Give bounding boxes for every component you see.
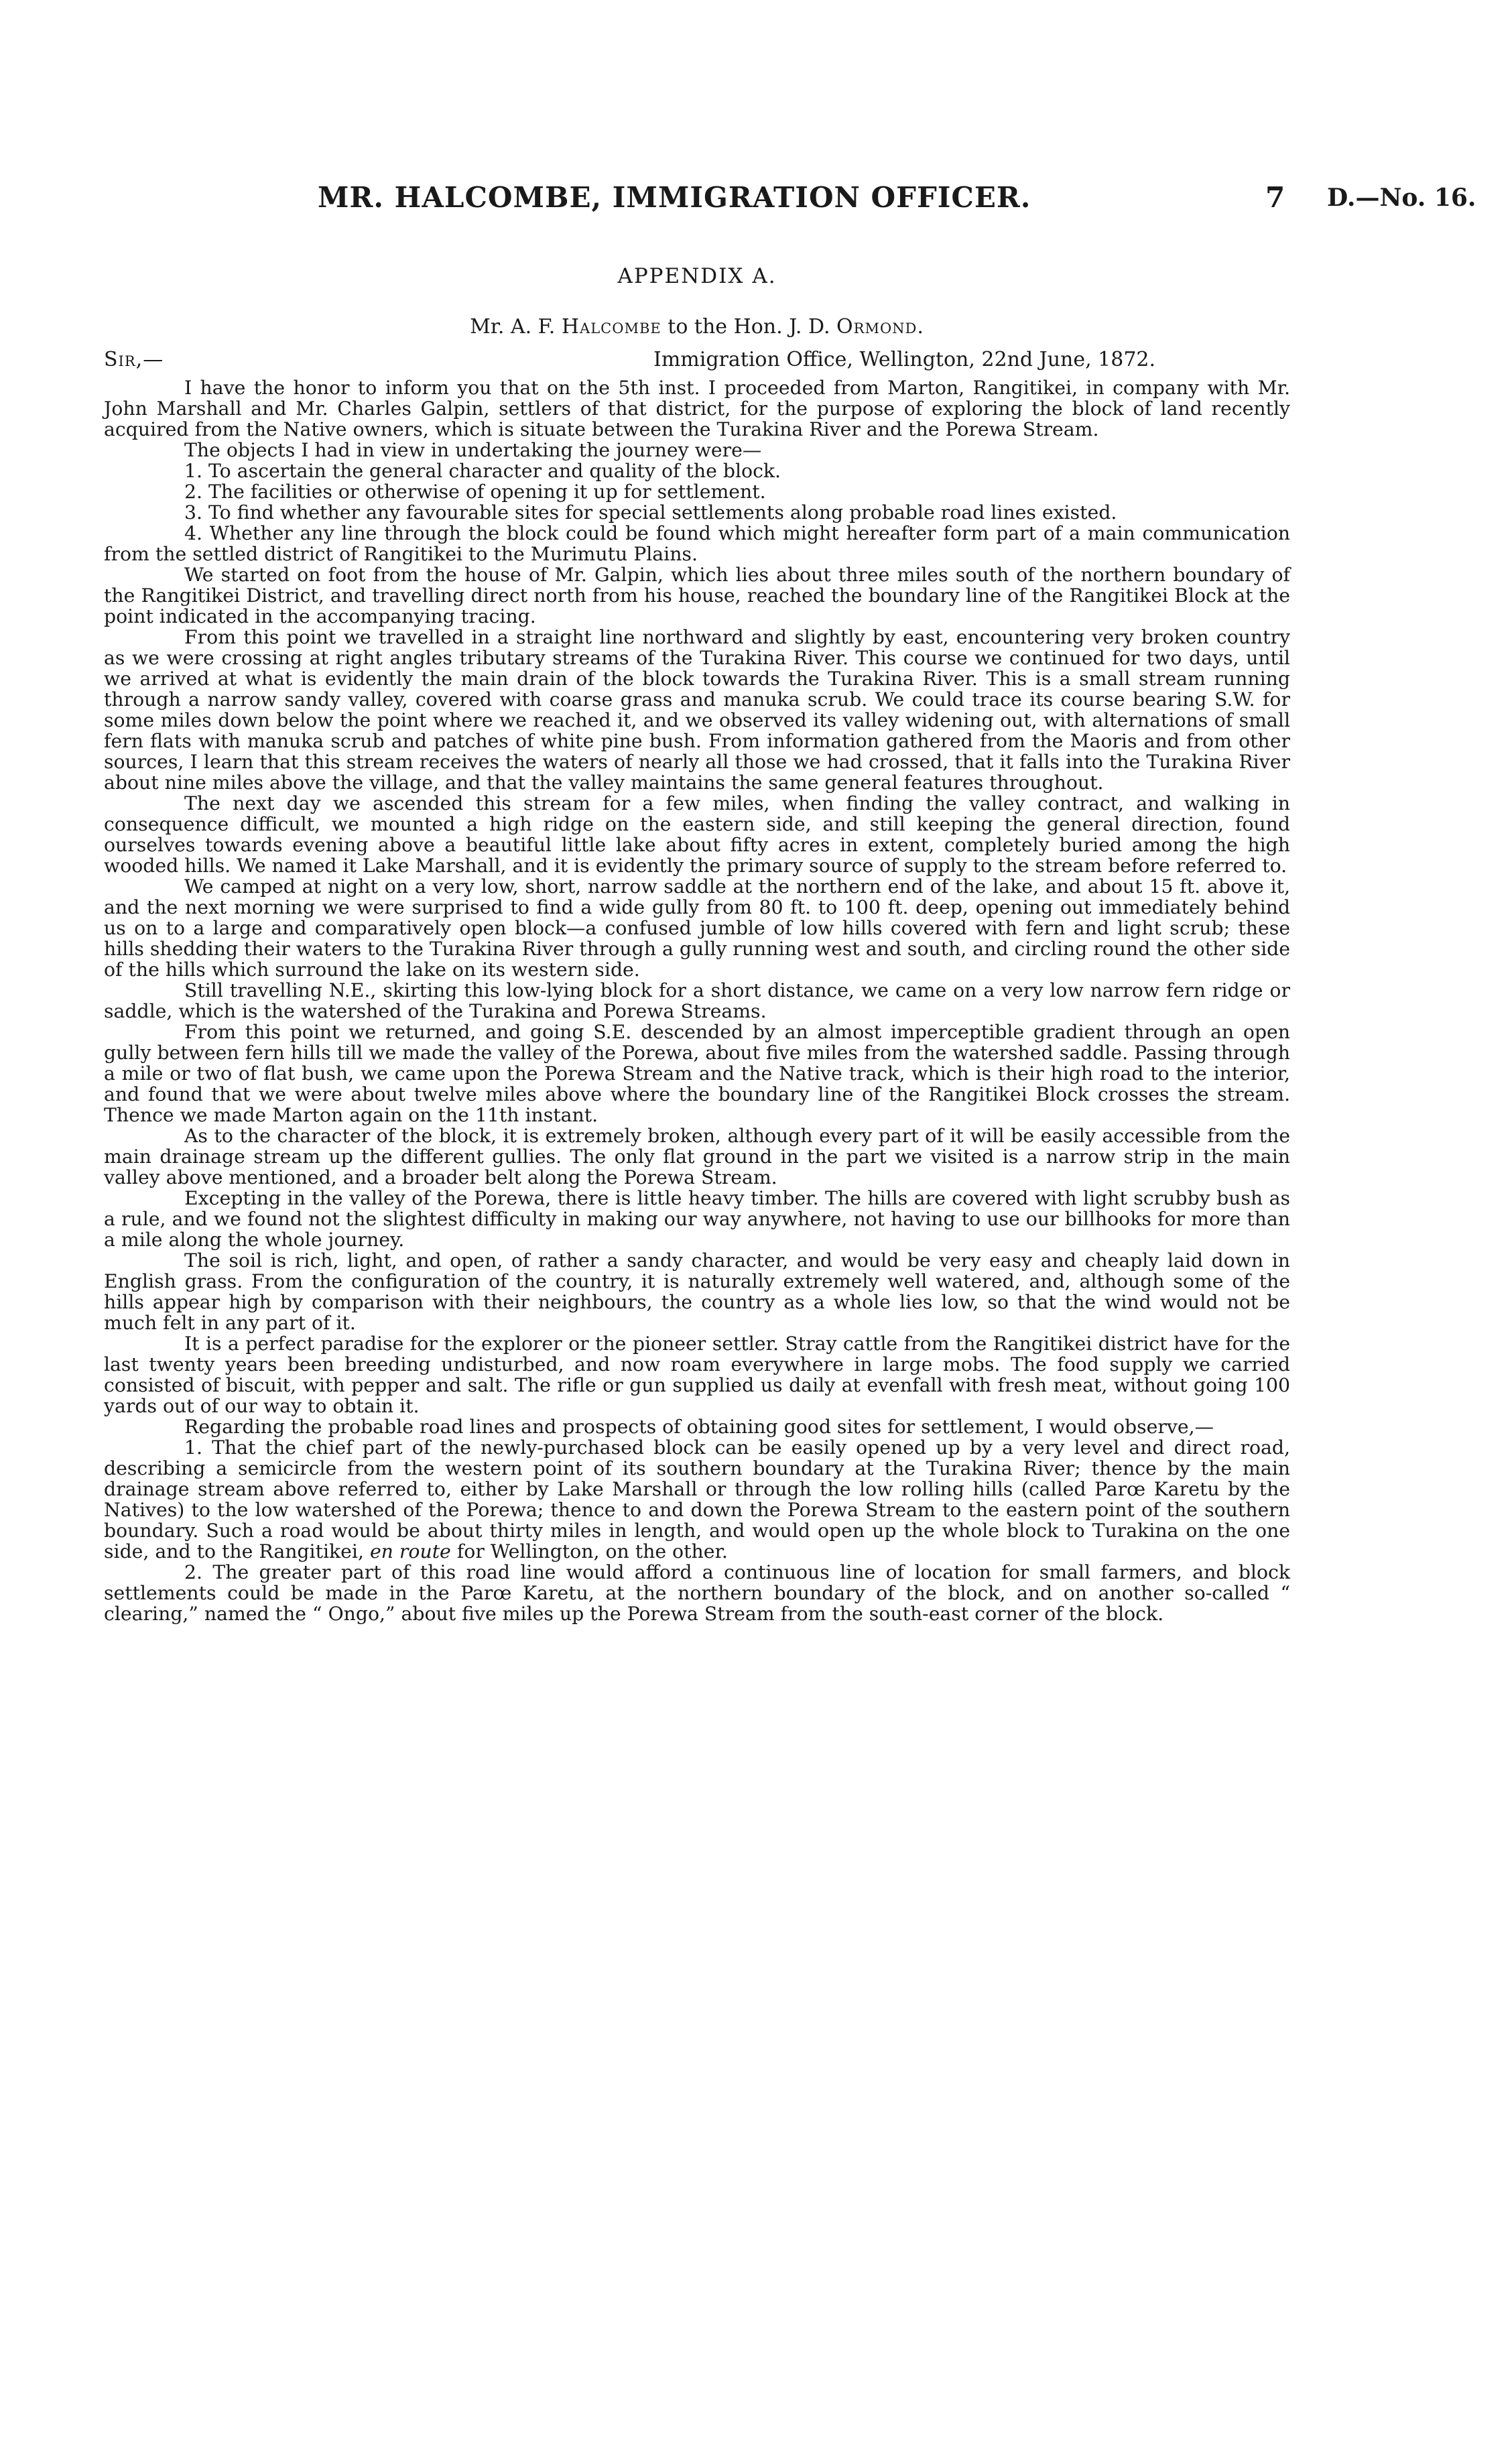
paragraph: We camped at night on a very low, short, narrow saddle at the northern end of the lake, and about 15 ft. above it, and the next morning we were surprised to find a wide gully from 80 ft. to 100 ft. deep, opening out immediately behind us on to a large and comparatively open block—a confused jumble of low hills covered with fern and light scrub; these hills shedding their waters to the Turakina River through a gully running west and south, and circling round the other side of the hills which surround the lake on its western side.	[104, 875, 1290, 981]
paragraph: It is a perfect paradise for the explorer or the pioneer settler. Stray cattle from the Rangitikei district have for the last twenty years been breeding undisturbed, and now roam everywhere in large mobs. The food supply we carried consisted of biscuit, with pepper and salt. The rifle or gun supplied us daily at evenfall with fresh meat, without going 100 yards out of our way to obtain it.	[104, 1333, 1290, 1417]
document-page	[104, 181, 1476, 1625]
paragraph: Still travelling N.E., skirting this low-lying block for a short distance, we came on a very low narrow fern ridge or saddle, which is the watershed of the Turakina and Porewa Streams.	[104, 979, 1290, 1022]
salutation: Sir,—	[104, 348, 164, 371]
paragraph: The objects I had in view in undertaking the journey were—	[184, 439, 762, 461]
letter-heading	[104, 315, 1290, 339]
list-item: 2. The facilities or otherwise of opening it up for settlement.	[184, 481, 766, 503]
letter-to-text: to the Hon. J. D.	[668, 315, 830, 339]
list-item: 4. Whether any line through the block could be found which might hereafter form part of a main communication from the settled district of Rangitikei to the Murimutu Plains.	[104, 522, 1290, 565]
list-item: 3. To find whether any favourable sites for special settlements along probable road lines existed.	[184, 501, 1117, 524]
document-number: D.—No. 16.	[1327, 184, 1476, 212]
paragraph: We started on foot from the house of Mr. Galpin, which lies about three miles south of the northern boundary of the Rangitikei District, and travelling direct north from his house, reached the boundary line of the Rangitikei Block at the point indicated in the accompanying tracing.	[104, 564, 1290, 627]
page-header	[104, 181, 1476, 228]
letter-to-name: Ormond.	[836, 315, 924, 339]
paragraph: From this point we travelled in a straight line northward and slightly by east, encountering very broken country as we were crossing at right angles tributary streams of the Turakina River. This course we continued for two days, until we arrived at what is evidently the main drain of the block towards the Turakina River. This is a small stream running through a narrow sandy valley, covered with coarse grass and manuka scrub. We could trace its course bearing S.W. for some miles down below the point where we reached it, and we observed its valley widening out, with alternations of small fern flats with manuka scrub and patches of white pine bush. From information gathered from the Maoris and from other sources, I learn that this stream receives the waters of nearly all those we had crossed, that it falls into the Turakina River about nine miles above the village, and that the valley maintains the same general features throughout.	[104, 626, 1290, 794]
running-title: MR. HALCOMBE, IMMIGRATION OFFICER.	[318, 181, 1031, 214]
page-number: 7	[1265, 181, 1285, 214]
list-item: 1. To ascertain the general character and quality of the block.	[184, 460, 781, 482]
salutation-row	[104, 348, 1290, 375]
letter-from-prefix: Mr. A. F.	[470, 315, 556, 339]
appendix-heading: APPENDIX A.	[617, 264, 777, 288]
paragraph: The soil is rich, light, and open, of rather a sandy character, and would be very easy and cheaply laid down in English grass. From the configuration of the country, it is naturally extremely well watered, and, although some of the hills appear high by comparison with their neighbours, the country as a whole lies low, so that the wind would not be much felt in any part of it.	[104, 1249, 1290, 1334]
paragraph: I have the honor to inform you that on the 5th inst. I proceeded from Marton, Rangitikei, in company with Mr. John Marshall and Mr. Charles Galpin, settlers of that district, for the purpose of exploring the block of land recently acquired from the Native owners, which is situate between the Turakina River and the Porewa Stream.	[104, 377, 1290, 440]
list-item: 2. The greater part of this road line would afford a continuous line of location for small farmers, and block settlements could be made in the Parœ Karetu, at the northern boundary of the block, and on another so-called “ clearing,” named the “ Ongo,” about five miles up the Porewa Stream from the south-east corner of the block.	[104, 1561, 1290, 1625]
paragraph: Regarding the probable road lines and prospects of obtaining good sites for settlement, I would observe,—	[184, 1416, 1214, 1438]
place-and-date: Immigration Office, Wellington, 22nd June, 1872.	[653, 348, 1156, 371]
letter-from-name: Halcombe	[561, 315, 662, 339]
list-item: 1. That the chief part of the newly-purchased block can be easily opened up by a very level and direct road, describing a semicircle from the western point of its southern boundary at the Turakina River; thence by the main drainage stream above referred to, either by Lake Marshall or through the low rolling hills (called Parœ Karetu by the Natives) to the low watershed of the Porewa; thence to and down the Porewa Stream to the eastern point of the southern boundary. Such a road would be about thirty miles in length, and would open up the whole block to Turakina on the one side, and to the Rangitikei, en route for Wellington, on the other.	[104, 1436, 1290, 1562]
paragraph: Excepting in the valley of the Porewa, there is little heavy timber. The hills are covered with light scrubby bush as a rule, and we found not the slightest difficulty in making our way anywhere, not having to use our billhooks for more than a mile along the whole journey.	[104, 1187, 1290, 1251]
italic-phrase: en route	[369, 1540, 451, 1562]
letter-body	[104, 377, 1290, 1624]
paragraph: The next day we ascended this stream for a few miles, when finding the valley contract, and walking in consequence difficult, we mounted a high ridge on the eastern side, and still keeping the general direction, found ourselves towards evening above a beautiful little lake about fifty acres in extent, completely buried among the high wooded hills. We named it Lake Marshall, and it is evidently the primary source of supply to the stream before referred to.	[104, 792, 1290, 877]
paragraph: From this point we returned, and going S.E. descended by an almost imperceptible gradient through an open gully between fern hills till we made the valley of the Porewa, about five miles from the watershed saddle. Passing through a mile or two of flat bush, we came upon the Porewa Stream and the Native track, which is their high road to the interior, and found that we were about twelve miles above where the boundary line of the Rangitikei Block crosses the stream. Thence we made Marton again on the 11th instant.	[104, 1021, 1290, 1126]
paragraph: As to the character of the block, it is extremely broken, although every part of it will be easily accessible from the main drainage stream up the different gullies. The only flat ground in the part we visited is a narrow strip in the main valley above mentioned, and a broader belt along the Porewa Stream.	[104, 1125, 1290, 1188]
